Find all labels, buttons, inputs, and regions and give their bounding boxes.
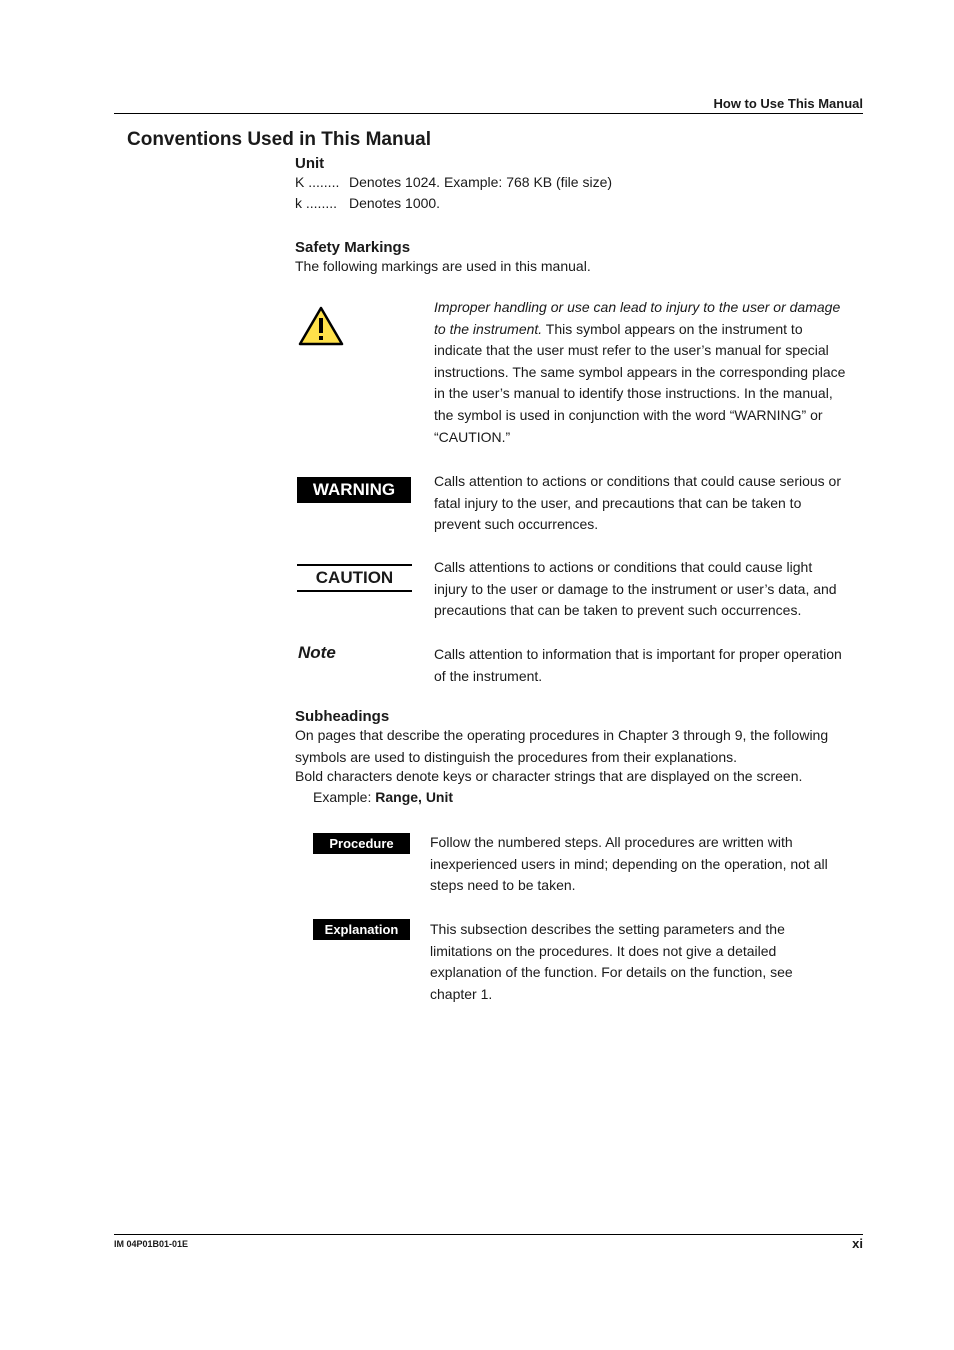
- subheadings-para-1: On pages that describe the operating procedures in Chapter 3 through 9, the following symbols are used to distinguish the procedures from their explanations.: [295, 727, 829, 765]
- subheadings-example: [313, 787, 453, 809]
- example-bold: Range, Unit: [375, 789, 454, 805]
- explanation-badge: Explanation: [313, 919, 410, 940]
- caution-description: Calls attentions to actions or conditions that could cause light injury to the user or damage to the instrument or user’s data, and precautions that can be taken to prevent such occurrences.: [434, 559, 837, 619]
- unit-desc: Denotes 1024. Example: 768 KB (file size): [349, 174, 613, 190]
- safety-intro: The following markings are used in this manual.: [295, 258, 591, 274]
- unit-heading: Unit: [295, 155, 325, 172]
- subheadings-heading: Subheadings: [295, 708, 390, 725]
- header-rule: [114, 113, 863, 114]
- document-id: IM 04P01B01-01E: [114, 1239, 189, 1249]
- symbol-description: [434, 297, 848, 448]
- page-number: xi: [852, 1236, 863, 1251]
- unit-row: [295, 172, 612, 194]
- example-prefix: Example:: [313, 789, 376, 805]
- footer-rule: [114, 1234, 863, 1235]
- safety-heading: Safety Markings: [295, 239, 411, 256]
- caution-badge: CAUTION: [297, 564, 412, 592]
- subheadings-para-2: Bold characters denote keys or character strings that are displayed on the screen.: [295, 768, 803, 784]
- unit-desc: Denotes 1000.: [349, 195, 441, 211]
- warning-description: Calls attention to actions or conditions that could cause serious or fatal injury to the user, and precautions that can be taken to prevent such occurrences.: [434, 473, 842, 533]
- running-header: How to Use This Manual: [713, 96, 863, 111]
- unit-key: k ........: [295, 195, 338, 211]
- explanation-description: This subsection describes the setting parameters and the limitations on the procedures. It does not give a detailed explanation of the function. For details on the function, see chapter 1.: [430, 921, 793, 1002]
- unit-row: [295, 193, 440, 215]
- warning-badge: WARNING: [297, 477, 411, 503]
- section-title: Conventions Used in This Manual: [127, 129, 432, 150]
- symbol-italic-text: Improper handling or use can lead to injury to the user or damage to the instrument.: [434, 299, 841, 337]
- warning-triangle-icon: [297, 305, 345, 347]
- procedure-description: Follow the numbered steps. All procedures are written with inexperienced users in mind; depending on the operation, not all steps need to be taken.: [430, 834, 828, 894]
- symbol-text: This symbol appears on the instrument to indicate that the user must refer to the user’s manual for special instructions. The same symbol appears in the corresponding place in the user’s manual to identify those instructions. In the manual, the symbol is used in conjunction with the word “WARNING” or “CAUTION.”: [434, 320, 846, 445]
- unit-key: K ........: [295, 174, 340, 190]
- procedure-badge: Procedure: [313, 833, 410, 854]
- note-description: Calls attention to information that is important for proper operation of the instrument.: [434, 646, 842, 684]
- note-label: Note: [298, 643, 336, 662]
